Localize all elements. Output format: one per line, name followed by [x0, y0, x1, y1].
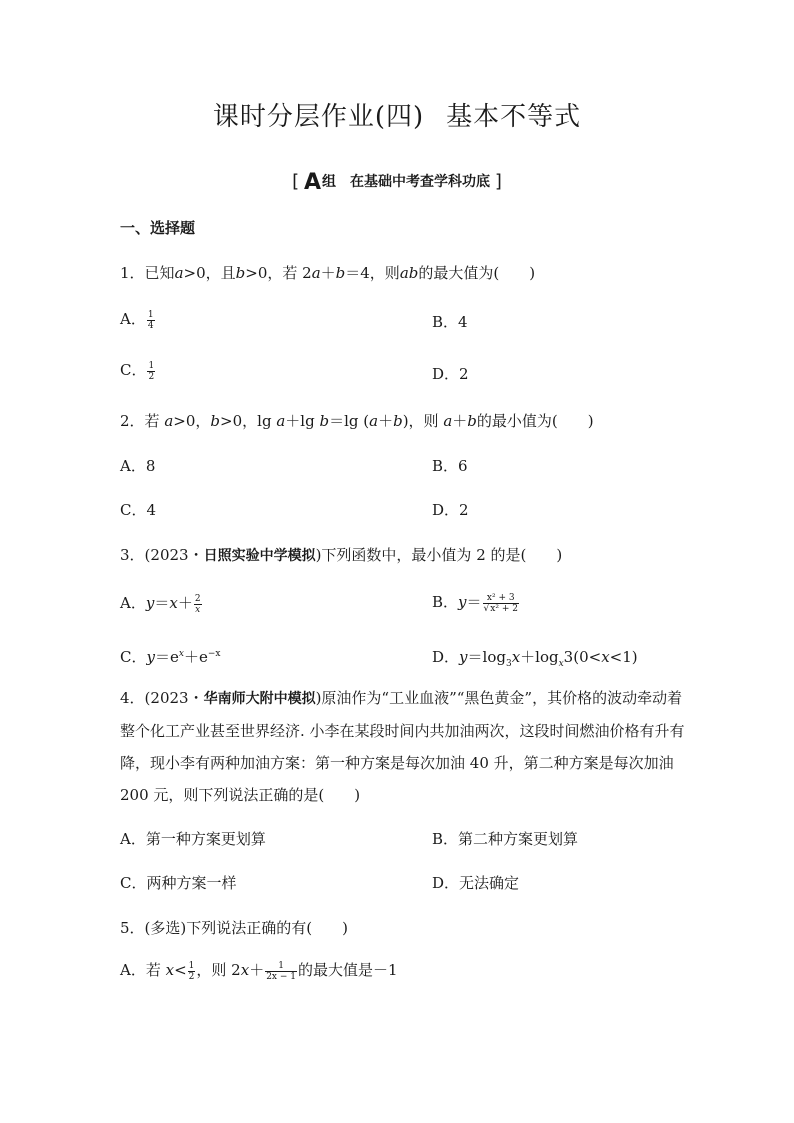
- q3-number: 3．: [120, 546, 145, 564]
- frac-den: x: [195, 604, 201, 615]
- math-op: ＝: [154, 594, 170, 612]
- q2-text: ＝lg (: [329, 412, 370, 430]
- q5-text: (多选)下列说法正确的有( ): [144, 919, 348, 937]
- var-a: a: [276, 412, 286, 430]
- var-x: x: [169, 594, 178, 612]
- var-y: y: [458, 593, 467, 611]
- math-text: ，则 2: [196, 961, 241, 979]
- option-label: D．: [432, 648, 460, 666]
- var-y: y: [146, 648, 155, 666]
- math-op: ＝: [466, 593, 482, 611]
- q3-source: 日照实验中学模拟: [203, 548, 316, 564]
- bracket-close: ]: [494, 171, 502, 192]
- var-b: b: [393, 412, 403, 430]
- q2-text: ＋lg: [285, 412, 315, 430]
- math-op: ＋e: [183, 648, 208, 666]
- frac-num: 1: [147, 309, 154, 320]
- q4-text: )原油作为“工业血液”“黑色黄金”，其价格的波动牵动着整个化工产业甚至世界经济. 小李在某段时间内共加油两次，这段时间燃油价格有升有降，现小李有两种加油方案：第一种方案是每次加油 40 升，第二种方案是每次加油 200 元，则下列说法正确的是( ): [120, 689, 685, 804]
- var-b: b: [319, 412, 330, 430]
- q1-number: 1．: [120, 264, 145, 282]
- sqrt-sign: √: [483, 603, 490, 614]
- q1-option-d[interactable]: [432, 363, 469, 384]
- q2-option-a[interactable]: A．8: [120, 457, 156, 475]
- option-value: 2: [459, 365, 469, 383]
- question-4: [120, 682, 685, 811]
- q2-text: >0，: [173, 412, 211, 430]
- option-label: A．: [120, 310, 146, 328]
- bracket-open: [: [292, 171, 300, 192]
- var-a: a: [369, 412, 379, 430]
- math-text: 3(0<: [563, 648, 602, 666]
- fraction: [483, 593, 519, 614]
- q2-option-b[interactable]: B．6: [432, 457, 468, 475]
- q4-source-prefix: (2023・: [144, 689, 204, 707]
- q1-text: 已知: [144, 264, 175, 282]
- frac-den: [483, 604, 519, 614]
- var-a: a: [174, 264, 184, 282]
- q1-option-c[interactable]: [120, 359, 156, 382]
- option-label: A．若: [120, 961, 161, 979]
- q3-option-a[interactable]: [120, 592, 203, 615]
- frac-num: 2: [194, 593, 201, 604]
- math-op: <: [174, 961, 187, 979]
- fraction: [265, 961, 297, 982]
- math-op: ＝log: [467, 648, 506, 666]
- var-y: y: [459, 648, 468, 666]
- var-ab: ab: [399, 264, 419, 282]
- q4-option-c[interactable]: C．两种方案一样: [120, 874, 237, 892]
- var-y: y: [145, 594, 155, 612]
- q1-text: >0，且: [183, 264, 236, 282]
- frac-den: 4: [147, 320, 154, 331]
- q4-option-d[interactable]: D．无法确定: [432, 874, 520, 892]
- q1-text: >0，若 2: [245, 264, 312, 282]
- var-b: b: [467, 412, 477, 430]
- var-b: b: [335, 264, 346, 282]
- q2-text: 若: [144, 412, 160, 430]
- q2-text: 的最小值为( ): [476, 412, 594, 430]
- q2-text: ＋: [378, 412, 394, 430]
- q2-option-d[interactable]: D．2: [432, 501, 469, 519]
- frac-num: 1: [265, 961, 297, 972]
- q1-text: ＋: [320, 264, 336, 282]
- var-x: x: [165, 961, 175, 979]
- var-x: x: [601, 648, 610, 666]
- frac-num: x² + 3: [483, 593, 519, 604]
- group-letter: A: [303, 170, 322, 195]
- log-base: x: [558, 659, 564, 669]
- frac-num: 1: [148, 360, 155, 371]
- var-x: x: [240, 961, 250, 979]
- log-base: 3: [505, 659, 512, 669]
- sqrt-body: x² + 2: [490, 603, 518, 614]
- q1-option-a[interactable]: [120, 308, 156, 331]
- option-label: B．: [432, 593, 459, 611]
- q4-option-b[interactable]: B．第二种方案更划算: [432, 830, 579, 848]
- q2-text: )，则: [402, 412, 439, 430]
- q2-option-c[interactable]: C．4: [120, 501, 157, 519]
- math-op: ＝e: [154, 648, 179, 666]
- q4-source: 华南师大附中模拟: [203, 691, 316, 707]
- math-op: ＋: [249, 961, 265, 979]
- q2-text: >0，lg: [220, 412, 272, 430]
- question-2: [120, 410, 594, 431]
- frac-num: 1: [188, 960, 195, 971]
- exponent: x: [178, 649, 184, 659]
- option-label: D．: [432, 365, 460, 383]
- frac-den: 2: [148, 371, 155, 382]
- q4-number: 4．: [120, 689, 145, 707]
- q2-number: 2．: [120, 412, 145, 430]
- q5-option-a[interactable]: [120, 959, 398, 982]
- fraction: [147, 361, 155, 382]
- fraction: [147, 310, 155, 331]
- q3-text: )下列函数中，最小值为 2 的是( ): [315, 546, 563, 564]
- q3-option-c[interactable]: [120, 646, 220, 667]
- title-main: 课时分层作业(四): [212, 102, 425, 132]
- page-title: [0, 96, 794, 133]
- var-a: a: [443, 412, 453, 430]
- section-heading: 一、选择题: [120, 219, 196, 237]
- title-topic: 基本不等式: [446, 102, 582, 132]
- frac-den: 2: [188, 971, 195, 982]
- fraction: [188, 961, 196, 982]
- var-a: a: [164, 412, 174, 430]
- var-x: x: [511, 648, 521, 666]
- group-desc: 在基础中考查学科功底: [350, 174, 491, 190]
- q3-option-d[interactable]: [432, 646, 638, 669]
- q3-source-prefix: (2023・: [144, 546, 204, 564]
- question-1: [120, 262, 535, 283]
- q3-option-b[interactable]: [432, 591, 520, 614]
- frac-den: 2x − 1: [266, 971, 296, 982]
- var-b: b: [210, 412, 221, 430]
- math-op: ＋: [177, 594, 193, 612]
- var-a: a: [311, 264, 321, 282]
- fraction: [194, 594, 202, 615]
- math-text: 的最大值是－1: [298, 961, 398, 979]
- math-op: ＋log: [520, 648, 559, 666]
- q5-number: 5．: [120, 919, 145, 937]
- option-value: 4: [458, 313, 468, 331]
- group-header: [0, 170, 794, 195]
- var-b: b: [235, 264, 246, 282]
- question-5: [120, 917, 348, 938]
- q1-text: ＝4，则: [345, 264, 400, 282]
- q4-option-a[interactable]: A．第一种方案更划算: [120, 830, 266, 848]
- q1-text: 的最大值为( ): [418, 264, 536, 282]
- math-text: <1): [609, 648, 638, 666]
- question-3: [120, 544, 562, 565]
- option-label: C．: [120, 648, 147, 666]
- group-word: 组: [322, 174, 337, 190]
- exponent: −x: [207, 649, 221, 659]
- option-label: C．: [120, 361, 147, 379]
- q2-text: ＋: [452, 412, 468, 430]
- option-label: A．: [120, 594, 146, 612]
- option-label: B．: [432, 313, 459, 331]
- q1-option-b[interactable]: [432, 311, 468, 332]
